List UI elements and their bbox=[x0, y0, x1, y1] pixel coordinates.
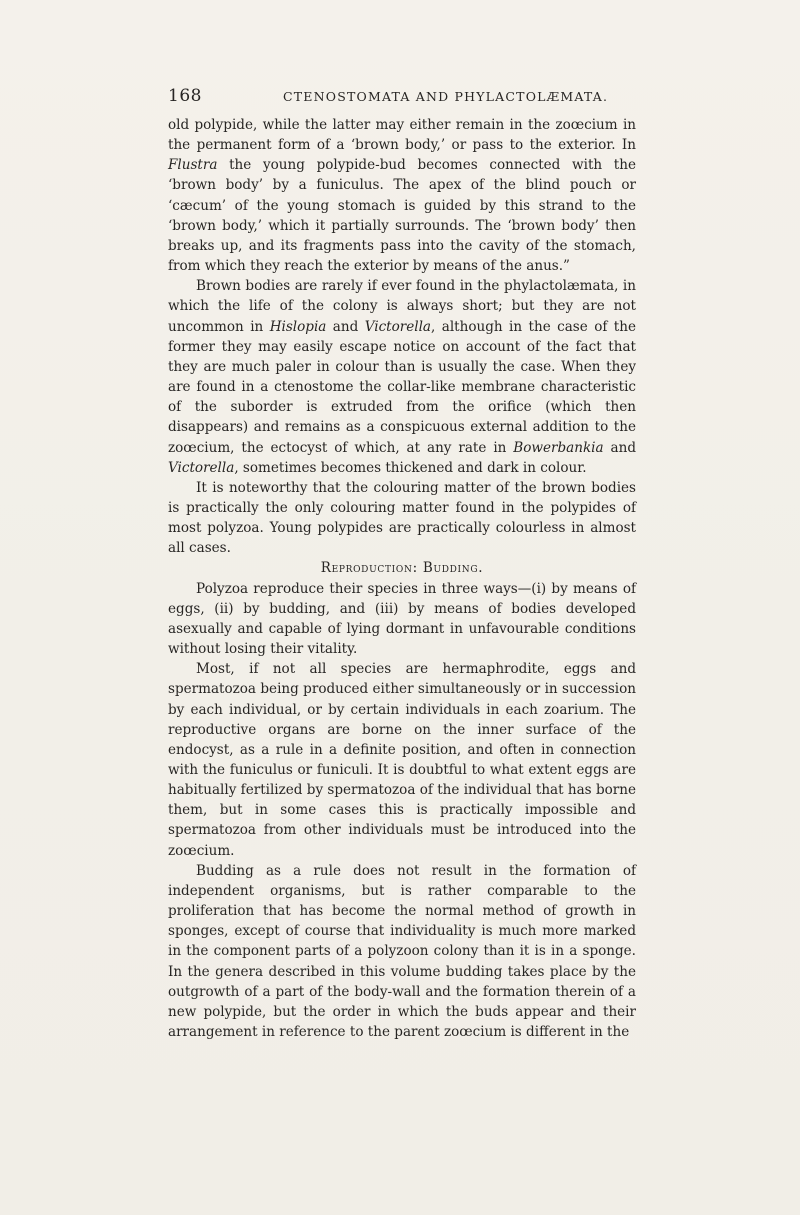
paragraph-2-text-3: , although in the case of the former they may easily escape notice on account of the fact that they are much paler in colour than is usually the case. When they are found in a ctenostome the collar-like membrane characteristic of the suborder is extruded from the orifice (which then disappears) and remains as a conspicuous external addition to the zoœcium, the ectocyst of which, at any rate in bbox=[168, 318, 636, 456]
section-heading: Reproduction: Budding. bbox=[320, 560, 484, 577]
paragraph-1-text-2: the young polypide-bud becomes connected with the ‘brown body’ by a funiculus. The apex of the blind pouch or ‘cæcum’ of the young stomach is guided by this strand to the ‘brown body,’ which it partially surrounds. The ‘brown body’ then breaks up, and its fragments pass into the cavity of the stomach, from which they reach the exterior by means of the anus.” bbox=[168, 157, 636, 275]
genus-victorella-2: Victorella bbox=[168, 459, 235, 476]
paragraph-3 bbox=[168, 478, 636, 559]
paragraph-1-text-1: old polypide, while the latter may either remain in the zoœcium in the permanent form of a ‘brown body,’ or pass to the exterior. In bbox=[168, 117, 636, 154]
paragraph-2 bbox=[168, 276, 636, 478]
paragraph-2-text-5: , sometimes becomes thickened and dark in colour. bbox=[234, 459, 587, 476]
paragraph-2-text-4: and bbox=[603, 439, 636, 456]
paragraph-4-text: Polyzoa reproduce their species in three ways—(i) by means of eggs, (ii) by budding, and (iii) by means of bodies developed asexually and capable of lying dormant in unfavourable conditions without losing their vitality. bbox=[168, 580, 636, 658]
page-body bbox=[168, 115, 636, 1042]
genus-victorella-1: Victorella bbox=[364, 318, 432, 335]
paragraph-3-text: It is noteworthy that the colouring matter of the brown bodies is practically the only colouring matter found in the polypides of most polyzoa. Young polypides are practically colourless in almost all cases. bbox=[168, 479, 636, 557]
paragraph-6 bbox=[168, 861, 636, 1042]
page-header bbox=[168, 86, 638, 108]
paragraph-2-text-1: Brown bodies are rarely if ever found in the phylactolæmata, in which the life of the colony is always short; but they are not uncommon in bbox=[168, 278, 636, 335]
paragraph-5-text: Most, if not all species are hermaphrodite, eggs and spermatozoa being produced either simultaneously or in succession by each individual, or by certain individuals in each zoarium. The reproductive organs are borne on the inner surface of the endocyst, as a rule in a definite position, and often in connection with the funiculus or funiculi. It is doubtful to what extent eggs are habitually fertilized by spermatozoa of the individual that has borne them, but in some cases this is practically impossible and spermatozoa from other individuals must be introduced into the zoœcium. bbox=[168, 661, 636, 859]
paragraph-5 bbox=[168, 659, 636, 861]
paragraph-2-text-2: and bbox=[326, 318, 365, 335]
paragraph-4 bbox=[168, 579, 636, 660]
paragraph-6-text: Budding as a rule does not result in the formation of independent organisms, but is rather comparable to the proliferation that has become the normal method of growth in sponges, except of course that individuality is much more marked in the component parts of a polyzoon colony than it is in a sponge. In the genera described in this volume budding takes place by the outgrowth of a part of the body-wall and the formation therein of a new polypide, but the order in which the buds appear and their arrangement in reference to the parent zoœcium is different in the bbox=[168, 862, 636, 1041]
paragraph-1 bbox=[168, 115, 636, 276]
genus-hislopia: Hislopia bbox=[269, 318, 327, 335]
genus-bowerbankia: Bowerbankia bbox=[513, 439, 604, 456]
page-number: 168 bbox=[168, 86, 202, 106]
genus-flustra: Flustra bbox=[168, 157, 218, 174]
running-head: CTENOSTOMATA AND PHYLACTOLÆMATA. bbox=[283, 89, 609, 104]
